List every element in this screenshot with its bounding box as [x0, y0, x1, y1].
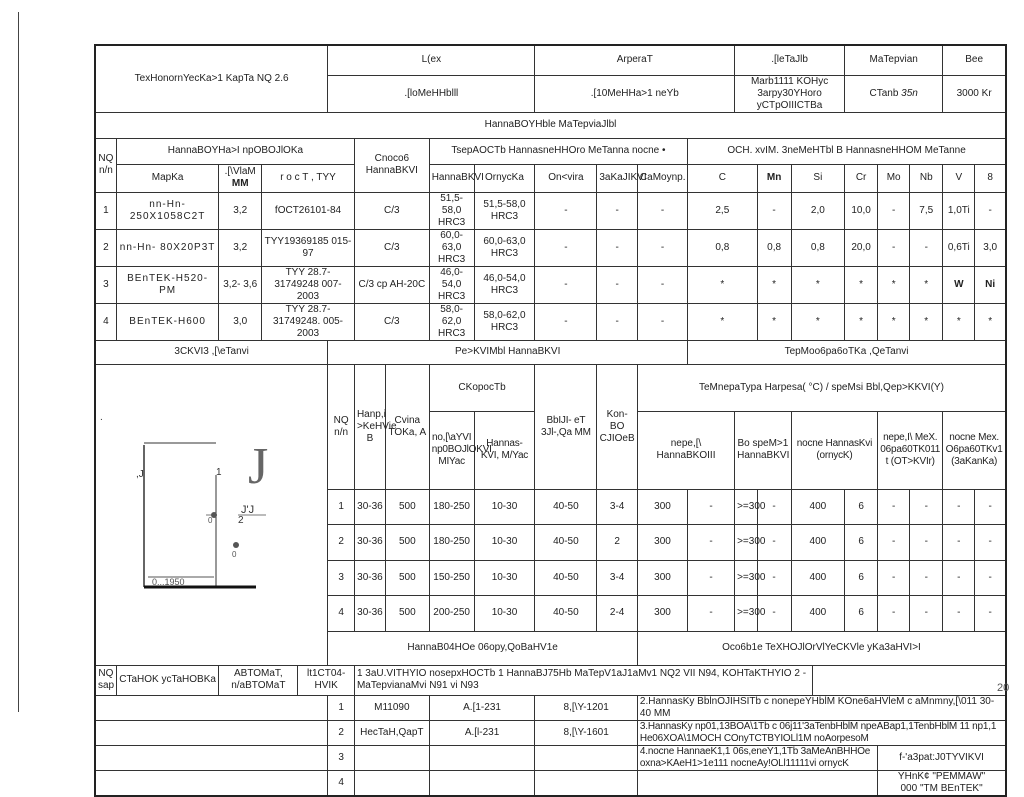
- during-heat-time: -: [757, 560, 791, 596]
- row-no: 3: [328, 745, 355, 770]
- row-no: 3: [95, 266, 116, 303]
- hardness-group-header: TsepAOCTb HannasneHHOro MeTanna nocne •: [429, 138, 687, 164]
- row-no: 4: [95, 303, 116, 340]
- table-row: [95, 229, 1006, 266]
- table-row: [95, 192, 1006, 229]
- developer-title: f-'a3pat:J0TYVIKVI: [878, 745, 1006, 770]
- sketch-dimension: 0...1950: [152, 576, 185, 587]
- steel-label: CTanb: [869, 87, 899, 99]
- current: 500: [385, 489, 429, 525]
- steel-grade: 35n: [901, 87, 918, 99]
- mech-after: -: [943, 560, 975, 596]
- detail-label-header: .[leTaJlb: [735, 45, 845, 75]
- wire-grade: BEnTEK-H600: [116, 303, 219, 340]
- mech-after: -: [943, 525, 975, 561]
- stand: M11090: [354, 695, 429, 720]
- sketch-label-j2: J'J: [241, 503, 255, 516]
- el-w-header: 8: [975, 164, 1006, 192]
- mech-after-time: -: [975, 596, 1006, 632]
- wire-grade: BEnTEK-H520-PM: [116, 266, 219, 303]
- el-v: *: [943, 303, 975, 340]
- pre-heat-time: -: [688, 489, 735, 525]
- pre-heat: 300: [637, 489, 687, 525]
- wire-diameter: 3,2: [219, 229, 262, 266]
- automat: A.[l-231: [429, 720, 535, 745]
- hardness-weld: 58,0-62,0 HRC3: [429, 303, 474, 340]
- el-mo: -: [878, 229, 910, 266]
- diameter-unit: MM: [231, 178, 249, 189]
- table-row: [95, 303, 1006, 340]
- hardness-self: -: [637, 266, 687, 303]
- speed-group-header: CKopocTb: [429, 364, 535, 411]
- mech-before: -: [878, 560, 910, 596]
- feed-speed: 180-250: [429, 525, 474, 561]
- sketch-mark-2: 2: [238, 514, 244, 526]
- el-w: 3,0: [975, 229, 1006, 266]
- el-nb: -: [910, 229, 943, 266]
- row-no: 4: [328, 596, 355, 632]
- table-row: [95, 695, 1006, 720]
- pre-heat-header: nepe,[\ HannaBKOIII: [637, 411, 734, 489]
- method-header: Cnoco6 HannaBKVI: [354, 138, 429, 192]
- standard-header: r o c T , TYY: [262, 164, 355, 192]
- hardness-self: -: [637, 192, 687, 229]
- el-mn: *: [757, 266, 791, 303]
- el-v-header: V: [943, 164, 975, 192]
- table-row: [95, 266, 1006, 303]
- hardness-weld: 46,0-54,0 HRC3: [429, 266, 474, 303]
- stand: HecTaH,QapT: [354, 720, 429, 745]
- weld-speed: 10-30: [474, 596, 535, 632]
- layers: 3-4: [597, 560, 638, 596]
- sketch-label-j1: ,J: [136, 468, 144, 480]
- weld-speed: 10-30: [474, 489, 535, 525]
- part-label-header: L(ex: [328, 45, 535, 75]
- feed-speed-header: no,[\aYVI np0BOJlOKVI MIYac: [429, 411, 474, 489]
- sketch-title: 3CKVI3 ,[\eTanvi: [95, 340, 328, 364]
- sketch-footer: [95, 770, 328, 796]
- el-mn: *: [757, 303, 791, 340]
- el-mo: -: [878, 192, 910, 229]
- after-heat: 400: [791, 489, 844, 525]
- row-no: 2: [328, 720, 355, 745]
- voltage: 30-36: [354, 489, 385, 525]
- pre-heat: 300: [637, 560, 687, 596]
- stand-header: CTaHOK ycTaHOBKa: [116, 665, 219, 695]
- after-heat-header: nocne HannasKvi (ornycK): [791, 411, 877, 489]
- el-c-header: C: [688, 164, 757, 192]
- mech-before-time: -: [910, 560, 943, 596]
- stickout: 40-50: [535, 489, 597, 525]
- notes-title: Oco6b1e TeXHOJlOrVlYeCKVle yKa3aHVI>I: [637, 631, 1006, 665]
- row-no: 4: [328, 770, 355, 796]
- part-sketch: [95, 364, 328, 665]
- el-cr: *: [845, 266, 878, 303]
- mech-before-time: -: [910, 596, 943, 632]
- mech-after-time: -: [975, 560, 1006, 596]
- mech-before-time: -: [910, 489, 943, 525]
- el-c: 0,8: [688, 229, 757, 266]
- hardness-temper: 51,5-58,0 HRC3: [474, 192, 535, 229]
- h-self-header: CaMoynp.: [637, 164, 687, 192]
- heat-treatment-title: TepMoo6pa6oTKa ,QeTanvi: [688, 340, 1006, 364]
- voltage: 30-36: [354, 560, 385, 596]
- material-value: [845, 75, 943, 112]
- sketch-label-o2: 0: [232, 549, 237, 559]
- sketch-marker: [211, 512, 217, 518]
- feed-speed: 200-250: [429, 596, 474, 632]
- weld-speed: 10-30: [474, 525, 535, 561]
- el-nb-header: Nb: [910, 164, 943, 192]
- mode-no-header: NQ n/n: [328, 364, 355, 489]
- layers-header: Kon- BO CJIOeB: [597, 364, 638, 489]
- after-heat: 400: [791, 560, 844, 596]
- wire-standard: TYY19369185 015-97: [262, 229, 355, 266]
- elements-group-header: OCH. xvIM. 3neMeHTbl B HannasneHHOM MeTanne: [688, 138, 1006, 164]
- weld-method: C/3: [354, 229, 429, 266]
- hardness-weld: 51,5-58,0 HRC3: [429, 192, 474, 229]
- table-row: [95, 720, 1006, 745]
- voltage: 30-36: [354, 596, 385, 632]
- row-no: 2: [328, 525, 355, 561]
- hardness-anneal: -: [535, 192, 597, 229]
- wire-diameter: 3,2- 3,6: [219, 266, 262, 303]
- el-si-header: Si: [791, 164, 844, 192]
- note-empty: [637, 770, 877, 796]
- el-cr: 20,0: [845, 229, 878, 266]
- el-si: 2,0: [791, 192, 844, 229]
- developer-block: [878, 770, 1006, 796]
- during-heat-time: -: [757, 525, 791, 561]
- sketch-label-o1: 0: [208, 515, 213, 525]
- mech-after: -: [943, 489, 975, 525]
- mech-before-header: nepe,I\ MeX. 06pa60TK011 t (OT>KVIr): [878, 411, 943, 489]
- stand: [354, 770, 429, 796]
- mode-title: Pe>KVIMbl HannaBKVI: [328, 340, 688, 364]
- wire-grade: nn-Hn- 80X20P3T: [116, 229, 219, 266]
- el-v: 1,0Ti: [943, 192, 975, 229]
- sketch-big-letter: J: [248, 437, 269, 495]
- automat-header: ABTOMaT, n/aBTOMaT: [219, 665, 298, 695]
- hardness-anneal: -: [535, 266, 597, 303]
- during-heat-header: Bo speM>1 HannaBKVI: [735, 411, 792, 489]
- el-nb: *: [910, 266, 943, 303]
- layers: 2-4: [597, 596, 638, 632]
- wire-diameter: 3,2: [219, 192, 262, 229]
- el-v: 0,6Ti: [943, 229, 975, 266]
- wire-grade: nn-Hn- 250X1058C2T: [116, 192, 219, 229]
- mech-before-time: -: [910, 525, 943, 561]
- mech-after: -: [943, 596, 975, 632]
- weld-speed: 10-30: [474, 560, 535, 596]
- during-heat: >=300: [735, 489, 757, 525]
- el-mn: 0,8: [757, 229, 791, 266]
- hardness-quench: -: [597, 266, 638, 303]
- hardness-self: -: [637, 303, 687, 340]
- el-c: *: [688, 266, 757, 303]
- diameter-header: [219, 164, 262, 192]
- current: 500: [385, 525, 429, 561]
- page-number: 20: [997, 682, 1010, 694]
- wire-group-header: HannaBOYHa>I npOBOJlOKa: [116, 138, 354, 164]
- el-si: *: [791, 303, 844, 340]
- source-header: lt1CT04- HVIK: [298, 665, 355, 695]
- hardness-temper: 46,0-54,0 HRC3: [474, 266, 535, 303]
- feed-speed: 150-250: [429, 560, 474, 596]
- el-w: -: [975, 192, 1006, 229]
- el-si: *: [791, 266, 844, 303]
- row-no: 2: [95, 229, 116, 266]
- voltage-header: Hanp,i >KeHVie B: [354, 364, 385, 489]
- wire-standard: fOCT26101-84: [262, 192, 355, 229]
- material-label-header: MaTepvian: [845, 45, 943, 75]
- row-no: 1: [95, 192, 116, 229]
- tech-card-table: [94, 44, 1010, 797]
- feed-speed: 180-250: [429, 489, 474, 525]
- el-v: W: [943, 266, 975, 303]
- after-heat-time: 6: [845, 560, 878, 596]
- equipment-title: HannaB04HOe 06opy,QoBaHV1e: [328, 631, 638, 665]
- weld-method: C/3: [354, 192, 429, 229]
- pre-heat-time: -: [688, 596, 735, 632]
- source: [535, 770, 638, 796]
- voltage: 30-36: [354, 525, 385, 561]
- hardness-temper: 60,0-63,0 HRC3: [474, 229, 535, 266]
- pre-heat-time: -: [688, 560, 735, 596]
- part-sketch-drawing: [96, 365, 288, 665]
- weld-method: C/3: [354, 303, 429, 340]
- h-weld-header: HannaBKVI: [429, 164, 474, 192]
- assembly-label-header: ArperaT: [535, 45, 735, 75]
- stand: [354, 745, 429, 770]
- hardness-quench: -: [597, 303, 638, 340]
- el-mo: *: [878, 303, 910, 340]
- el-mo: *: [878, 266, 910, 303]
- el-nb: *: [910, 303, 943, 340]
- automat: [429, 770, 535, 796]
- hardness-anneal: -: [535, 303, 597, 340]
- sketch-footer: [95, 695, 328, 720]
- grade-header: MapKa: [116, 164, 219, 192]
- mech-before: -: [878, 596, 910, 632]
- automat: [429, 745, 535, 770]
- hardness-quench: -: [597, 229, 638, 266]
- mech-before: -: [878, 525, 910, 561]
- el-nb: 7,5: [910, 192, 943, 229]
- temp-group-header: TeMnepaTypa Harpesa( °C) / speMsi Bbl,Qep>KKVI(Y): [637, 364, 1006, 411]
- pre-heat: 300: [637, 525, 687, 561]
- hardness-self: -: [637, 229, 687, 266]
- sketch-mark-1: 1: [216, 466, 222, 478]
- el-w: *: [975, 303, 1006, 340]
- during-heat: >=300: [735, 596, 757, 632]
- after-heat-time: 6: [845, 489, 878, 525]
- hardness-weld: 60,0-63,0 HRC3: [429, 229, 474, 266]
- weld-method: C/3 cp AH-20C: [354, 266, 429, 303]
- table-row: [95, 745, 1006, 770]
- sketch-marker: [233, 542, 239, 548]
- weight-label-header: Bee: [943, 45, 1006, 75]
- pre-heat: 300: [637, 596, 687, 632]
- h-anneal-header: On<vira: [535, 164, 597, 192]
- binding-margin-line: [18, 12, 19, 712]
- after-heat-time: 6: [845, 525, 878, 561]
- hardness-anneal: -: [535, 229, 597, 266]
- hardness-temper: 58,0-62,0 HRC3: [474, 303, 535, 340]
- during-heat: >=300: [735, 560, 757, 596]
- detail-value: Marb1111 KOHyc 3arpy30YHoro yCTpOIIICTBa: [735, 75, 845, 112]
- stickout: 40-50: [535, 560, 597, 596]
- wire-standard: TYY 28.7-31749248. 005-2003: [262, 303, 355, 340]
- h-quench-header: 3aKaJIKVI: [597, 164, 638, 192]
- mech-before: -: [878, 489, 910, 525]
- el-cr-header: Cr: [845, 164, 878, 192]
- mech-after-time: -: [975, 525, 1006, 561]
- el-mo-header: Mo: [878, 164, 910, 192]
- el-mn: -: [757, 192, 791, 229]
- el-cr: *: [845, 303, 878, 340]
- developer-line-1: YHnK¢ "PEMMAW": [897, 770, 986, 782]
- h-temper-header: OrnycKa: [474, 164, 535, 192]
- diameter-label: .[\VlaM: [224, 166, 256, 177]
- current: 500: [385, 596, 429, 632]
- part-value: .[loMeHHblll: [328, 75, 535, 112]
- during-heat-time: -: [757, 489, 791, 525]
- hardness-quench: -: [597, 192, 638, 229]
- source: 8,[\Y-1601: [535, 720, 638, 745]
- el-c: 2,5: [688, 192, 757, 229]
- layers: 3-4: [597, 489, 638, 525]
- weld-speed-header: Hannas- KVI, M/Yac: [474, 411, 535, 489]
- wire-diameter: 3,0: [219, 303, 262, 340]
- note-3: 3.HannasKy np01,13BOA\1Tb c 06j11'3aTenbHblM npeABap1,1TenbHblM 11 np1,1 He06XOA\1MOCH COnyTCTBYIOLl1M noAorpesoM: [637, 720, 1006, 745]
- el-w: Ni: [975, 266, 1006, 303]
- el-si: 0,8: [791, 229, 844, 266]
- mech-after-time: -: [975, 489, 1006, 525]
- current: 500: [385, 560, 429, 596]
- row-no: 3: [328, 560, 355, 596]
- wire-standard: TYY 28.7-31749248 007-2003: [262, 266, 355, 303]
- card-title: TexHonornYecKa>1 KapTa NQ 2.6: [95, 45, 328, 112]
- sketch-dot: .: [100, 411, 103, 423]
- equipment-no-header: NQ sap: [95, 665, 116, 695]
- developer-line-2: 000 "TM BEnTEK": [900, 782, 983, 794]
- table-row: [95, 770, 1006, 796]
- layers: 2: [597, 525, 638, 561]
- el-mn-header: Mn: [757, 164, 791, 192]
- during-heat: >=300: [735, 525, 757, 561]
- automat: A.[1-231: [429, 695, 535, 720]
- current-header: Cvina TOKa, A: [385, 364, 429, 489]
- note-1: 1 3aU.VITHYIO nosepxHOCTb 1 HannaBJ75Hb MaTepV1aJ1aMv1 NQ2 VII N94, KOHTaKTHYIO 2 - MaTepvianaMvi N91 vi N93: [354, 665, 812, 695]
- source: [535, 745, 638, 770]
- el-c: *: [688, 303, 757, 340]
- weight-value: 3000 Kr: [943, 75, 1006, 112]
- sketch-footer: [95, 745, 328, 770]
- mech-after-header: nocne Mex. O6pa60TKv1 (3aKanKa): [943, 411, 1006, 489]
- note-2: 2.HannasKy BblnOJIHSITb c nonepeYHblM KOne6aHVleM c aMnmny,[\011 30-40 MM: [637, 695, 1006, 720]
- stickout-header: BbIJI- eT 3Jl-,Qa MM: [535, 364, 597, 489]
- assembly-value: .[10MeHHa>1 neYb: [535, 75, 735, 112]
- stickout: 40-50: [535, 525, 597, 561]
- stickout: 40-50: [535, 596, 597, 632]
- section-title-materials: HannaBOYHble MaTepviaJlbl: [95, 112, 1006, 138]
- note-4: 4.nocne HannaeK1,1 06s,eneY1,1Tb 3aMeAnBHHOe oxna>KAeH1>1e111 nocneAy!OLl11111vi ornycK: [637, 745, 877, 770]
- pre-heat-time: -: [688, 525, 735, 561]
- row-no: 1: [328, 695, 355, 720]
- sketch-footer: [95, 720, 328, 745]
- after-heat: 400: [791, 596, 844, 632]
- el-cr: 10,0: [845, 192, 878, 229]
- row-no: 1: [328, 489, 355, 525]
- source: 8,[\Y-1201: [535, 695, 638, 720]
- after-heat-time: 6: [845, 596, 878, 632]
- materials-no-header: NQ n/n: [95, 138, 116, 192]
- after-heat: 400: [791, 525, 844, 561]
- during-heat-time: -: [757, 596, 791, 632]
